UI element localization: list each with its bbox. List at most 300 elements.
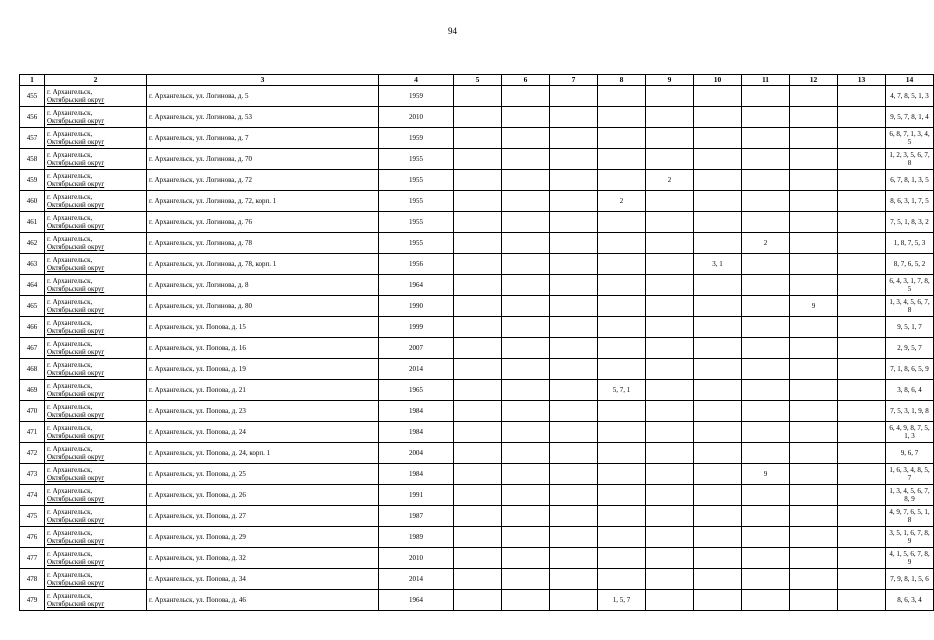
value-cell bbox=[694, 590, 742, 611]
row-number-cell: 476 bbox=[20, 527, 45, 548]
district-okrug: Октябрьский округ bbox=[47, 474, 105, 482]
value-cell bbox=[790, 401, 838, 422]
value-cell bbox=[550, 317, 598, 338]
district-cell bbox=[45, 485, 147, 506]
codes-cell: 6, 4, 3, 1, 7, 8, 5 bbox=[886, 275, 934, 296]
value-cell bbox=[646, 443, 694, 464]
year-cell: 1965 bbox=[379, 380, 454, 401]
district-city: г. Архангельск, bbox=[47, 466, 93, 474]
value-cell bbox=[454, 527, 502, 548]
value-cell bbox=[646, 527, 694, 548]
value-cell bbox=[742, 317, 790, 338]
value-cell bbox=[646, 548, 694, 569]
value-cell bbox=[694, 170, 742, 191]
table-row bbox=[20, 191, 934, 212]
value-cell bbox=[790, 128, 838, 149]
column-header: 1 bbox=[20, 75, 45, 86]
district-city: г. Архангельск, bbox=[47, 529, 93, 537]
value-cell bbox=[598, 254, 646, 275]
value-cell bbox=[646, 359, 694, 380]
district-city: г. Архангельск, bbox=[47, 424, 93, 432]
value-cell bbox=[694, 275, 742, 296]
value-cell bbox=[694, 380, 742, 401]
value-cell bbox=[694, 527, 742, 548]
column-header: 5 bbox=[454, 75, 502, 86]
district-city: г. Архангельск, bbox=[47, 298, 93, 306]
codes-cell: 9, 5, 1, 7 bbox=[886, 317, 934, 338]
value-cell bbox=[646, 86, 694, 107]
row-number-cell: 456 bbox=[20, 107, 45, 128]
value-cell bbox=[454, 506, 502, 527]
table-row bbox=[20, 401, 934, 422]
codes-cell: 8, 6, 3, 4 bbox=[886, 590, 934, 611]
address-cell: г. Архангельск, ул. Попова, д. 29 bbox=[147, 527, 379, 548]
value-cell bbox=[550, 191, 598, 212]
address-cell: г. Архангельск, ул. Попова, д. 46 bbox=[147, 590, 379, 611]
district-cell bbox=[45, 443, 147, 464]
value-cell bbox=[598, 296, 646, 317]
district-cell bbox=[45, 380, 147, 401]
table-row bbox=[20, 548, 934, 569]
district-cell bbox=[45, 422, 147, 443]
value-cell bbox=[454, 107, 502, 128]
value-cell bbox=[694, 443, 742, 464]
value-cell bbox=[790, 191, 838, 212]
value-cell bbox=[694, 464, 742, 485]
district-okrug: Октябрьский округ bbox=[47, 327, 105, 335]
value-cell bbox=[598, 464, 646, 485]
value-cell bbox=[454, 212, 502, 233]
value-cell bbox=[502, 212, 550, 233]
row-number-cell: 458 bbox=[20, 149, 45, 170]
year-cell: 1989 bbox=[379, 527, 454, 548]
district-city: г. Архангельск, bbox=[47, 550, 93, 558]
value-cell bbox=[838, 296, 886, 317]
address-cell: г. Архангельск, ул. Попова, д. 16 bbox=[147, 338, 379, 359]
table-row bbox=[20, 317, 934, 338]
value-cell bbox=[694, 149, 742, 170]
year-cell: 2004 bbox=[379, 443, 454, 464]
address-cell: г. Архангельск, ул. Логинова, д. 5 bbox=[147, 86, 379, 107]
value-cell bbox=[502, 443, 550, 464]
district-city: г. Архангельск, bbox=[47, 403, 93, 411]
value-cell bbox=[598, 170, 646, 191]
district-cell bbox=[45, 233, 147, 254]
value-cell bbox=[454, 317, 502, 338]
value-cell bbox=[502, 107, 550, 128]
value-cell bbox=[742, 380, 790, 401]
district-cell bbox=[45, 170, 147, 191]
value-cell bbox=[838, 359, 886, 380]
value-cell bbox=[550, 401, 598, 422]
district-city: г. Архангельск, bbox=[47, 109, 93, 117]
address-cell: г. Архангельск, ул. Попова, д. 26 bbox=[147, 485, 379, 506]
value-cell bbox=[598, 86, 646, 107]
value-cell bbox=[646, 569, 694, 590]
value-cell bbox=[742, 359, 790, 380]
address-cell: г. Архангельск, ул. Попова, д. 23 bbox=[147, 401, 379, 422]
codes-cell: 3, 5, 1, 6, 7, 8, 9 bbox=[886, 527, 934, 548]
district-cell bbox=[45, 359, 147, 380]
column-header: 13 bbox=[838, 75, 886, 86]
value-cell bbox=[646, 422, 694, 443]
row-number-cell: 466 bbox=[20, 317, 45, 338]
value-cell bbox=[550, 86, 598, 107]
district-city: г. Архангельск, bbox=[47, 319, 93, 327]
table-row bbox=[20, 212, 934, 233]
value-cell bbox=[838, 149, 886, 170]
value-cell bbox=[454, 149, 502, 170]
codes-cell: 1, 3, 4, 5, 6, 7, 8, 9 bbox=[886, 485, 934, 506]
value-cell bbox=[694, 506, 742, 527]
district-city: г. Архангельск, bbox=[47, 508, 93, 516]
value-cell bbox=[598, 275, 646, 296]
row-number-cell: 465 bbox=[20, 296, 45, 317]
value-cell bbox=[550, 422, 598, 443]
value-cell bbox=[838, 191, 886, 212]
value-cell bbox=[646, 464, 694, 485]
value-cell bbox=[502, 317, 550, 338]
value-cell bbox=[454, 296, 502, 317]
value-cell bbox=[502, 233, 550, 254]
value-cell bbox=[646, 254, 694, 275]
value-cell bbox=[502, 380, 550, 401]
district-city: г. Архангельск, bbox=[47, 88, 93, 96]
value-cell bbox=[790, 548, 838, 569]
value-cell bbox=[502, 422, 550, 443]
register-table bbox=[19, 74, 934, 611]
value-cell bbox=[694, 485, 742, 506]
year-cell: 1955 bbox=[379, 233, 454, 254]
value-cell bbox=[790, 359, 838, 380]
value-cell bbox=[742, 191, 790, 212]
value-cell bbox=[502, 401, 550, 422]
value-cell bbox=[838, 275, 886, 296]
row-number-cell: 460 bbox=[20, 191, 45, 212]
value-cell bbox=[742, 548, 790, 569]
year-cell: 2014 bbox=[379, 569, 454, 590]
value-cell bbox=[838, 548, 886, 569]
value-cell bbox=[550, 590, 598, 611]
value-cell bbox=[550, 212, 598, 233]
district-city: г. Архангельск, bbox=[47, 571, 93, 579]
row-number-cell: 462 bbox=[20, 233, 45, 254]
value-cell bbox=[454, 401, 502, 422]
value-cell bbox=[742, 86, 790, 107]
value-cell bbox=[694, 128, 742, 149]
value-cell bbox=[646, 506, 694, 527]
address-cell: г. Архангельск, ул. Логинова, д. 53 bbox=[147, 107, 379, 128]
year-cell: 2007 bbox=[379, 338, 454, 359]
district-cell bbox=[45, 548, 147, 569]
row-number-cell: 474 bbox=[20, 485, 45, 506]
district-okrug: Октябрьский округ bbox=[47, 432, 105, 440]
address-cell: г. Архангельск, ул. Попова, д. 27 bbox=[147, 506, 379, 527]
value-cell bbox=[598, 527, 646, 548]
table-row bbox=[20, 527, 934, 548]
value-cell bbox=[790, 422, 838, 443]
value-cell bbox=[550, 569, 598, 590]
value-cell: 5, 7, 1 bbox=[598, 380, 646, 401]
value-cell bbox=[646, 485, 694, 506]
value-cell bbox=[502, 359, 550, 380]
value-cell bbox=[694, 233, 742, 254]
value-cell bbox=[502, 296, 550, 317]
value-cell bbox=[454, 380, 502, 401]
address-cell: г. Архангельск, ул. Попова, д. 24 bbox=[147, 422, 379, 443]
value-cell bbox=[454, 338, 502, 359]
year-cell: 1959 bbox=[379, 86, 454, 107]
row-number-cell: 469 bbox=[20, 380, 45, 401]
district-okrug: Октябрьский округ bbox=[47, 411, 105, 419]
value-cell bbox=[454, 275, 502, 296]
value-cell bbox=[742, 338, 790, 359]
district-city: г. Архангельск, bbox=[47, 214, 93, 222]
value-cell bbox=[742, 422, 790, 443]
codes-cell: 4, 1, 5, 6, 7, 8, 9 bbox=[886, 548, 934, 569]
value-cell bbox=[646, 380, 694, 401]
value-cell bbox=[838, 506, 886, 527]
table-row bbox=[20, 506, 934, 527]
row-number-cell: 471 bbox=[20, 422, 45, 443]
district-cell bbox=[45, 464, 147, 485]
table-body bbox=[20, 86, 934, 611]
district-city: г. Архангельск, bbox=[47, 445, 93, 453]
value-cell bbox=[694, 317, 742, 338]
codes-cell: 4, 7, 8, 5, 1, 3 bbox=[886, 86, 934, 107]
codes-cell: 1, 6, 3, 4, 8, 5, 7 bbox=[886, 464, 934, 485]
codes-cell: 3, 8, 6, 4 bbox=[886, 380, 934, 401]
row-number-cell: 477 bbox=[20, 548, 45, 569]
district-city: г. Архангельск, bbox=[47, 340, 93, 348]
value-cell bbox=[790, 233, 838, 254]
year-cell: 1999 bbox=[379, 317, 454, 338]
value-cell bbox=[598, 107, 646, 128]
district-cell bbox=[45, 212, 147, 233]
address-cell: г. Архангельск, ул. Логинова, д. 78 bbox=[147, 233, 379, 254]
value-cell bbox=[790, 107, 838, 128]
value-cell bbox=[598, 506, 646, 527]
value-cell bbox=[502, 506, 550, 527]
row-number-cell: 463 bbox=[20, 254, 45, 275]
value-cell bbox=[694, 296, 742, 317]
value-cell: 2 bbox=[598, 191, 646, 212]
value-cell bbox=[790, 212, 838, 233]
value-cell bbox=[694, 359, 742, 380]
value-cell bbox=[694, 191, 742, 212]
year-cell: 2014 bbox=[379, 359, 454, 380]
district-cell bbox=[45, 338, 147, 359]
year-cell: 1990 bbox=[379, 296, 454, 317]
address-cell: г. Архангельск, ул. Логинова, д. 7 bbox=[147, 128, 379, 149]
value-cell bbox=[454, 422, 502, 443]
district-city: г. Архангельск, bbox=[47, 172, 93, 180]
table-row bbox=[20, 107, 934, 128]
value-cell bbox=[694, 422, 742, 443]
codes-cell: 7, 9, 8, 1, 5, 6 bbox=[886, 569, 934, 590]
codes-cell: 7, 5, 1, 8, 3, 2 bbox=[886, 212, 934, 233]
district-cell bbox=[45, 275, 147, 296]
district-okrug: Октябрьский округ bbox=[47, 138, 105, 146]
codes-cell: 9, 5, 7, 8, 1, 4 bbox=[886, 107, 934, 128]
value-cell bbox=[646, 275, 694, 296]
district-okrug: Октябрьский округ bbox=[47, 285, 105, 293]
codes-cell: 6, 7, 8, 1, 3, 5 bbox=[886, 170, 934, 191]
district-city: г. Архангельск, bbox=[47, 592, 93, 600]
value-cell bbox=[598, 128, 646, 149]
table-row bbox=[20, 128, 934, 149]
year-cell: 1987 bbox=[379, 506, 454, 527]
row-number-cell: 455 bbox=[20, 86, 45, 107]
value-cell bbox=[598, 338, 646, 359]
district-okrug: Октябрьский округ bbox=[47, 222, 105, 230]
value-cell bbox=[502, 191, 550, 212]
value-cell bbox=[598, 401, 646, 422]
value-cell bbox=[838, 443, 886, 464]
district-cell bbox=[45, 401, 147, 422]
value-cell bbox=[454, 464, 502, 485]
value-cell: 9 bbox=[742, 464, 790, 485]
value-cell: 1, 5, 7 bbox=[598, 590, 646, 611]
row-number-cell: 459 bbox=[20, 170, 45, 191]
value-cell bbox=[742, 443, 790, 464]
value-cell bbox=[646, 107, 694, 128]
address-cell: г. Архангельск, ул. Логинова, д. 70 bbox=[147, 149, 379, 170]
value-cell bbox=[742, 254, 790, 275]
value-cell bbox=[502, 590, 550, 611]
district-city: г. Архангельск, bbox=[47, 256, 93, 264]
value-cell bbox=[790, 338, 838, 359]
value-cell bbox=[502, 527, 550, 548]
district-cell bbox=[45, 527, 147, 548]
value-cell bbox=[502, 254, 550, 275]
district-cell bbox=[45, 149, 147, 170]
district-okrug: Октябрьский округ bbox=[47, 390, 105, 398]
district-okrug: Октябрьский округ bbox=[47, 243, 105, 251]
value-cell bbox=[454, 170, 502, 191]
year-cell: 1955 bbox=[379, 191, 454, 212]
district-okrug: Октябрьский округ bbox=[47, 180, 105, 188]
value-cell bbox=[790, 317, 838, 338]
year-cell: 1956 bbox=[379, 254, 454, 275]
district-cell bbox=[45, 128, 147, 149]
table-row bbox=[20, 275, 934, 296]
table-row bbox=[20, 359, 934, 380]
address-cell: г. Архангельск, ул. Логинова, д. 72, корп. 1 bbox=[147, 191, 379, 212]
value-cell bbox=[790, 380, 838, 401]
value-cell bbox=[790, 443, 838, 464]
value-cell bbox=[454, 590, 502, 611]
district-city: г. Архангельск, bbox=[47, 130, 93, 138]
value-cell bbox=[790, 464, 838, 485]
district-city: г. Архангельск, bbox=[47, 361, 93, 369]
value-cell bbox=[790, 254, 838, 275]
table-row bbox=[20, 380, 934, 401]
value-cell bbox=[598, 485, 646, 506]
value-cell bbox=[502, 275, 550, 296]
value-cell bbox=[550, 107, 598, 128]
value-cell bbox=[646, 296, 694, 317]
row-number-cell: 470 bbox=[20, 401, 45, 422]
value-cell bbox=[838, 590, 886, 611]
district-okrug: Октябрьский округ bbox=[47, 453, 105, 461]
value-cell bbox=[454, 548, 502, 569]
address-cell: г. Архангельск, ул. Попова, д. 19 bbox=[147, 359, 379, 380]
value-cell bbox=[742, 401, 790, 422]
year-cell: 1955 bbox=[379, 149, 454, 170]
value-cell bbox=[598, 233, 646, 254]
value-cell bbox=[694, 107, 742, 128]
address-cell: г. Архангельск, ул. Логинова, д. 8 bbox=[147, 275, 379, 296]
column-header: 7 bbox=[550, 75, 598, 86]
value-cell bbox=[742, 485, 790, 506]
value-cell bbox=[502, 149, 550, 170]
address-cell: г. Архангельск, ул. Попова, д. 34 bbox=[147, 569, 379, 590]
table-row bbox=[20, 590, 934, 611]
table-row bbox=[20, 464, 934, 485]
district-okrug: Октябрьский округ bbox=[47, 369, 105, 377]
value-cell bbox=[454, 233, 502, 254]
value-cell bbox=[502, 569, 550, 590]
value-cell bbox=[838, 170, 886, 191]
value-cell bbox=[550, 275, 598, 296]
value-cell bbox=[742, 506, 790, 527]
district-okrug: Октябрьский округ bbox=[47, 306, 105, 314]
year-cell: 1984 bbox=[379, 422, 454, 443]
value-cell: 3, 1 bbox=[694, 254, 742, 275]
value-cell bbox=[646, 338, 694, 359]
address-cell: г. Архангельск, ул. Логинова, д. 76 bbox=[147, 212, 379, 233]
codes-cell: 9, 6, 7 bbox=[886, 443, 934, 464]
value-cell bbox=[502, 338, 550, 359]
codes-cell: 2, 9, 5, 7 bbox=[886, 338, 934, 359]
value-cell bbox=[454, 191, 502, 212]
value-cell bbox=[646, 128, 694, 149]
value-cell bbox=[502, 548, 550, 569]
header-row bbox=[20, 75, 934, 86]
value-cell bbox=[742, 107, 790, 128]
value-cell bbox=[838, 380, 886, 401]
year-cell: 1991 bbox=[379, 485, 454, 506]
value-cell: 2 bbox=[646, 170, 694, 191]
value-cell bbox=[598, 149, 646, 170]
value-cell bbox=[694, 86, 742, 107]
value-cell bbox=[742, 170, 790, 191]
page-number: 94 bbox=[448, 26, 457, 36]
value-cell bbox=[646, 233, 694, 254]
district-cell bbox=[45, 86, 147, 107]
value-cell bbox=[790, 527, 838, 548]
value-cell bbox=[502, 170, 550, 191]
district-okrug: Октябрьский округ bbox=[47, 117, 105, 125]
value-cell bbox=[790, 506, 838, 527]
value-cell bbox=[646, 590, 694, 611]
value-cell bbox=[646, 191, 694, 212]
district-cell bbox=[45, 506, 147, 527]
codes-cell: 1, 3, 4, 5, 6, 7, 8 bbox=[886, 296, 934, 317]
district-okrug: Октябрьский округ bbox=[47, 516, 105, 524]
value-cell bbox=[598, 359, 646, 380]
district-okrug: Октябрьский округ bbox=[47, 96, 105, 104]
value-cell bbox=[454, 359, 502, 380]
value-cell bbox=[838, 485, 886, 506]
address-cell: г. Архангельск, ул. Логинова, д. 78, корп. 1 bbox=[147, 254, 379, 275]
value-cell bbox=[742, 275, 790, 296]
value-cell bbox=[598, 569, 646, 590]
value-cell bbox=[646, 401, 694, 422]
value-cell bbox=[838, 128, 886, 149]
value-cell bbox=[454, 569, 502, 590]
